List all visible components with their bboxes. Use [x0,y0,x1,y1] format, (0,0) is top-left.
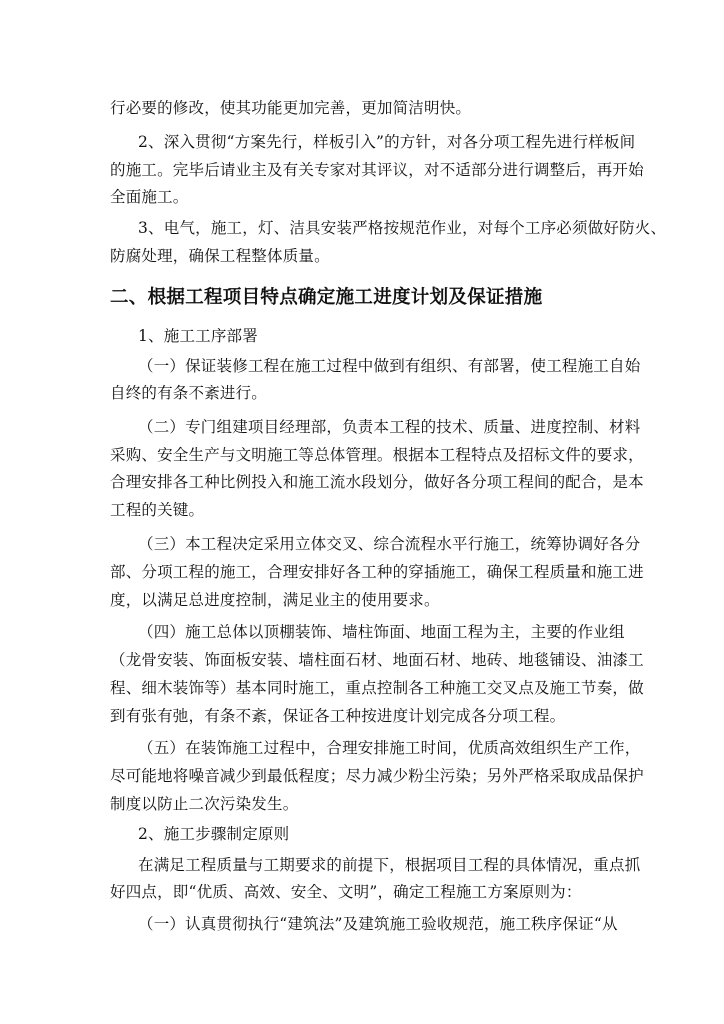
text-line: （一）保证装修工程在施工过程中做到有组织、有部署，使工程施工自始 [138,357,641,375]
text-line: 到有张有弛，有条不紊，保证各工种按进度计划完成各分项工程。 [110,707,566,725]
text-line: 工程的关键。 [110,501,205,519]
text-line: （五）在装饰施工过程中，合理安排施工时间，优质高效组织生产工作， [138,739,641,757]
text-line: （一）认真贯彻执行“建筑法”及建筑施工验收规范，施工秩序保证“从 [138,915,618,933]
text-line: （三）本工程决定采用立体交叉、综合流程水平行施工，统筹协调好各分 [138,535,641,553]
text-line: 的施工。完毕后请业主及有关专家对其评议，对不适部分进行调整后，再开始 [110,161,644,179]
text-line: 好四点，即“优质、高效、安全、文明”，确定工程施工方案原则为： [110,883,582,901]
text-line: 全面施工。 [110,188,189,206]
text-line: 制度以防止二次污染发生。 [110,795,299,813]
text-line: （龙骨安装、饰面板安装、墙柱面石材、地面石材、地砖、地毯铺设、油漆工 [110,651,644,669]
text-line: 采购、安全生产与文明施工等总体管理。根据本工程特点及招标文件的要求， [110,446,644,464]
section-heading: 二、根据工程项目特点确定施工进度计划及保证措施 [110,287,543,308]
text-line: 2、深入贯彻“方案先行，样板引入”的方针，对各分项工程先进行样板间 [138,133,636,151]
text-line: 合理安排各工种比例投入和施工流水段划分，做好各分项工程间的配合，是本 [110,473,644,491]
subheading-line: 1、施工工序部署 [138,327,258,345]
text-line: 度，以满足总进度控制，满足业主的使用要求。 [110,591,440,609]
subheading-line: 2、施工步骤制定原则 [138,825,290,843]
text-line: 程、细木装饰等）基本同时施工，重点控制各工种施工交叉点及施工节奏，做 [110,679,644,697]
text-line: 在满足工程质量与工期要求的前提下，根据项目工程的具体情况，重点抓 [138,856,641,874]
text-line: 防腐处理，确保工程整体质量。 [110,247,330,265]
text-line: 尽可能地将噪音减少到最低程度；尽力减少粉尘污染；另外严格采取成品保护 [110,767,644,785]
text-line: 自终的有条不紊进行。 [110,384,268,402]
text-line: 行必要的修改，使其功能更加完善，更加简洁明快。 [110,99,472,117]
text-line: （四）施工总体以顶棚装饰、墙柱饰面、地面工程为主，主要的作业组 [138,623,625,641]
text-line: 3、电气，施工，灯、洁具安装严格按规范作业，对每个工序必须做好防火、 [138,219,667,237]
text-line: （二）专门组建项目经理部，负责本工程的技术、质量、进度控制、材料 [138,418,641,436]
text-line: 部、分项工程的施工，合理安排好各工种的穿插施工，确保工程质量和施工进 [110,563,644,581]
